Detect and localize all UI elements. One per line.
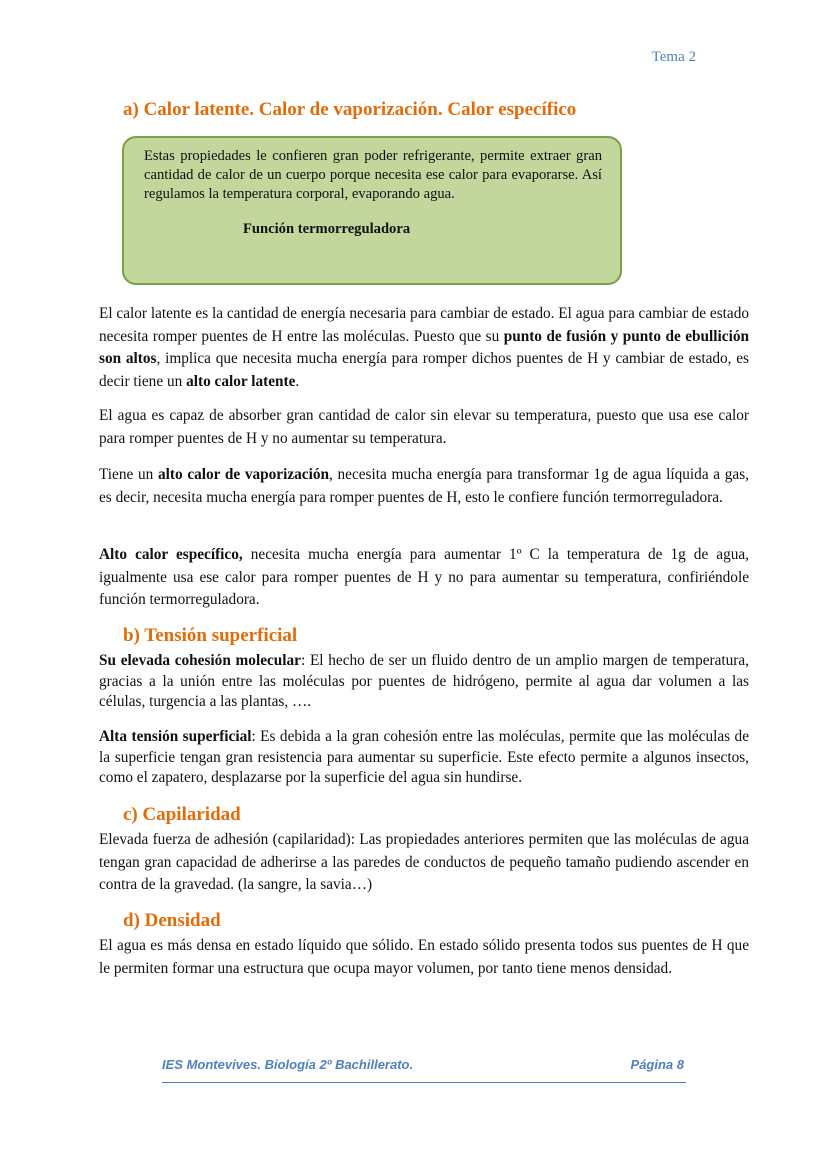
page-footer bbox=[162, 1056, 686, 1083]
text-span: , implica que necesita mucha energía para romper dichos puentes de H y cambiar de estado, es decir tiene un bbox=[99, 350, 749, 390]
paragraph-calor-latente bbox=[99, 303, 749, 393]
text-span: . bbox=[295, 372, 300, 390]
section-heading-tension-superficial: b) Tensión superficial bbox=[123, 625, 298, 646]
bold-span: alto calor de vaporización bbox=[157, 466, 329, 483]
bold-span: punto de fusión y punto de ebullición son altos bbox=[99, 327, 749, 367]
section-heading-densidad: d) Densidad bbox=[123, 910, 221, 931]
callout-title: Función termorreguladora bbox=[243, 221, 411, 237]
paragraph-calor-vaporizacion bbox=[99, 464, 749, 509]
footer-school: IES Montevives. Biología 2º Bachillerato. bbox=[162, 1057, 414, 1072]
section-heading-calor-latente: a) Calor latente. Calor de vaporización. Calor específico bbox=[123, 99, 577, 120]
footer-page-number: Página 8 bbox=[630, 1057, 684, 1072]
page-header-topic: Tema 2 bbox=[651, 49, 696, 65]
text-span: : El hecho de ser un fluido dentro de un amplio margen de temperatura, gracias a la unión entre las moléculas por puentes de hidrógeno, permite al agua dar volumen a las células, turgencia a las plantas, …. bbox=[99, 652, 749, 710]
bold-span: Alto calor específico, bbox=[99, 546, 243, 563]
bold-span: Alta tensión superficial bbox=[99, 728, 252, 745]
bold-span: Su elevada cohesión molecular bbox=[99, 652, 301, 669]
section-heading-capilaridad: c) Capilaridad bbox=[123, 804, 241, 825]
paragraph-absorbe-calor: El agua es capaz de absorber gran cantidad de calor sin elevar su temperatura, puesto que usa ese calor para romper puentes de H y no aumentar su temperatura. bbox=[99, 407, 749, 447]
text-span: necesita mucha energía para aumentar 1º C la temperatura de 1g de agua, igualmente usa ese calor para romper puentes de H y no para aumentar su temperatura, confiriéndole función termorreguladora. bbox=[99, 546, 749, 608]
paragraph-tension-superficial bbox=[99, 727, 749, 789]
bold-span: alto calor latente bbox=[186, 372, 296, 390]
paragraph-densidad: El agua es más densa en estado líquido que sólido. En estado sólido presenta todos sus puentes de H que le permiten formar una estructura que ocupa mayor volumen, por tanto tiene menos densidad. bbox=[99, 937, 749, 977]
text-span: : Es debida a la gran cohesión entre las moléculas, permite que las moléculas de la superficie tengan gran resistencia para aumentar su superficie. Este efecto permite a algunos insectos, como el zapatero, desplazarse por la superficie del agua sin hundirse. bbox=[99, 728, 749, 786]
paragraph-cohesion-molecular bbox=[99, 651, 749, 713]
text-span: Tiene un bbox=[99, 466, 158, 483]
text-span: El calor latente es la cantidad de energía necesaria para cambiar de estado. El agua para cambiar de estado necesita romper puentes de H entre las moléculas. Puesto que su bbox=[99, 305, 749, 345]
callout-text: Estas propiedades le confieren gran poder refrigerante, permite extraer gran cantidad de calor de un cuerpo porque necesita ese calor para evaporarse. Así regulamos la temperatura corporal, evaporando agua. bbox=[144, 148, 602, 202]
callout-box bbox=[122, 136, 622, 285]
paragraph-calor-especifico bbox=[99, 544, 749, 612]
text-span: , necesita mucha energía para transformar 1g de agua líquida a gas, es decir, necesita mucha energía para romper puentes de H, esto le confiere función termorreguladora. bbox=[99, 466, 749, 506]
paragraph-capilaridad: Elevada fuerza de adhesión (capilaridad): Las propiedades anteriores permiten que las moléculas de agua tengan gran capacidad de adherirse a las paredes de conductos de pequeño tamaño pudiendo ascender en contra de la gravedad. (la sangre, la savia…) bbox=[99, 831, 749, 893]
